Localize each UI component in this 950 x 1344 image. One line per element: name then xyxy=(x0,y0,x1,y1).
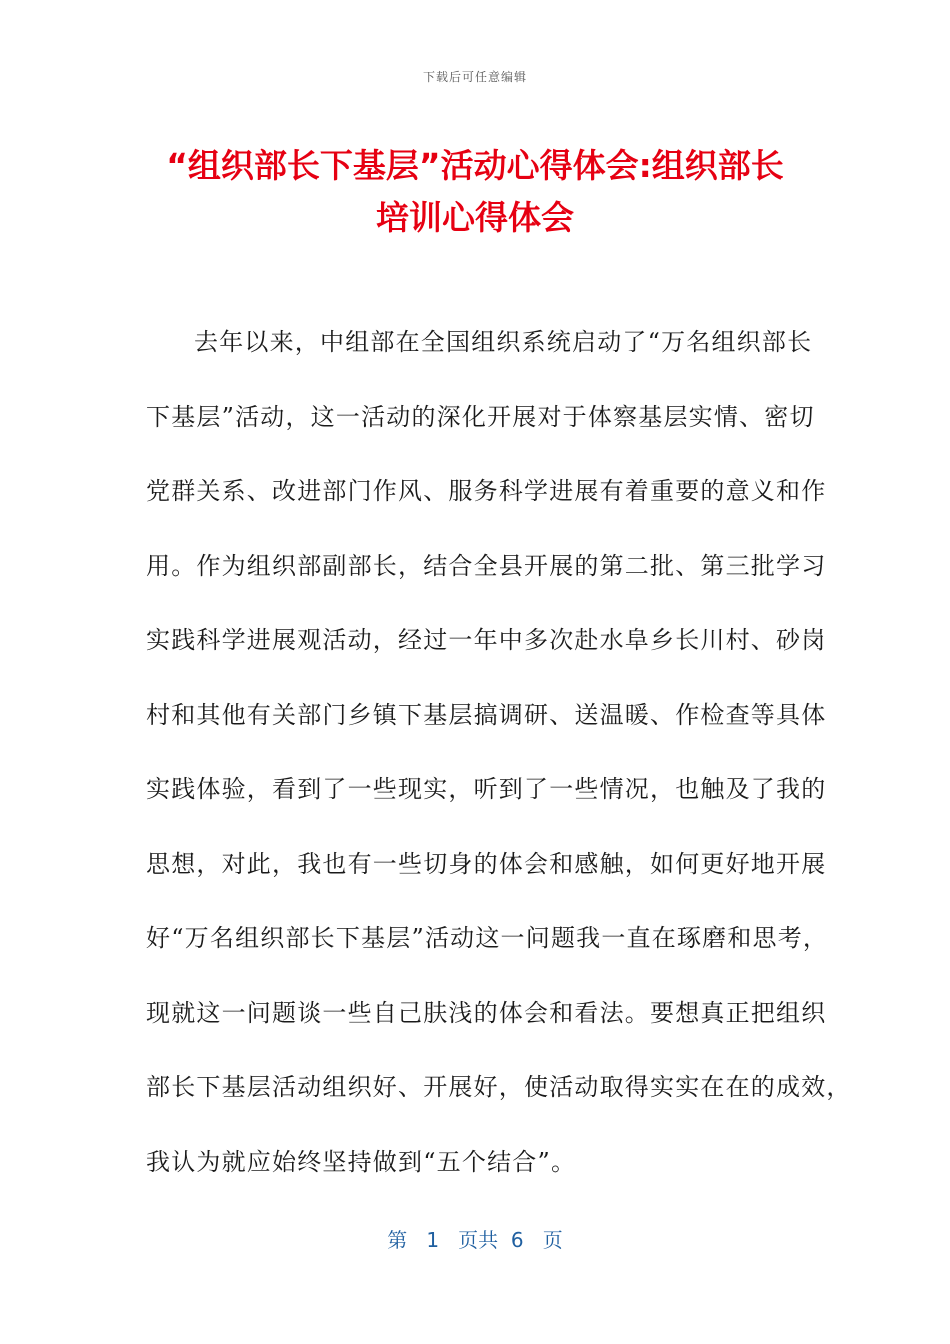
page-prefix: 第 xyxy=(387,1228,408,1252)
body-line: 用。作为组织部副部长，结合全县开展的第二批、第三批学习 xyxy=(146,551,827,580)
page-footer xyxy=(0,1224,950,1253)
body-line: 部长下基层活动组织好、开展好，使活动取得实实在在的成效， xyxy=(146,1073,852,1101)
body-line: 党群关系、改进部门作风、服务科学进展有着重要的意义和作 xyxy=(146,477,827,505)
body-line: 下基层”活动，这一活动的深化开展对于体察基层实情、密切 xyxy=(146,402,815,431)
title-line: “组织部长下基层”活动心得体会:组织部长 xyxy=(166,146,784,185)
total-pages-number: 6 xyxy=(510,1228,524,1252)
body-line: 实践科学进展观活动，经过一年中多次赴水阜乡长川村、砂岗 xyxy=(146,626,827,654)
body-line: 现就这一问题谈一些自己肤浅的体会和看法。要想真正把组织 xyxy=(146,998,827,1027)
body-line: 好“万名组织部长下基层”活动这一问题我一直在琢磨和思考， xyxy=(146,924,829,952)
body-line: 去年以来，中组部在全国组织系统启动了“万名组织部长 xyxy=(194,328,813,356)
body-paragraph xyxy=(146,322,852,1216)
title-line: 培训心得体会 xyxy=(376,198,574,237)
current-page-number: 1 xyxy=(426,1228,440,1252)
body-line: 思想，对此，我也有一些切身的体会和感触，如何更好地开展 xyxy=(146,849,827,878)
body-line: 实践体验，看到了一些现实，听到了一些情况，也触及了我的 xyxy=(146,775,827,803)
body-line: 村和其他有关部门乡镇下基层搞调研、送温暖、作检查等具体 xyxy=(146,700,827,729)
body-line: 我认为就应始终坚持做到“五个结合”。 xyxy=(146,1147,577,1176)
document-title xyxy=(100,140,850,244)
page-middle: 页共 xyxy=(458,1228,499,1252)
header-note: 下载后可任意编辑 xyxy=(422,70,527,84)
page-suffix: 页 xyxy=(542,1228,563,1252)
